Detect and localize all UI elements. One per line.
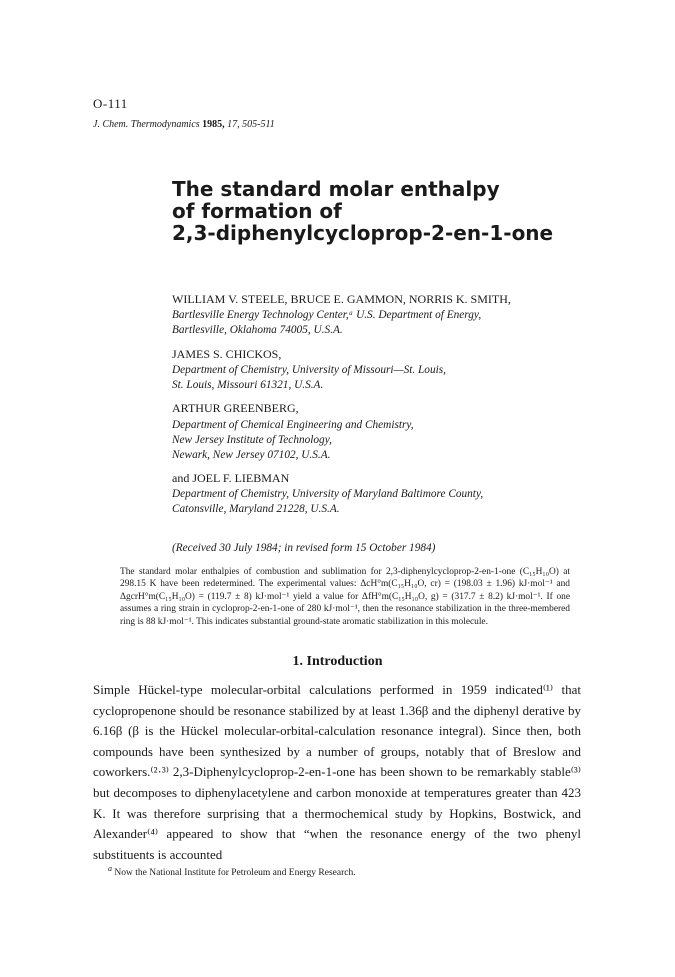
journal-volume-pages: 17, 505-511 — [227, 119, 275, 130]
title-line-3: 2,3-diphenylcycloprop-2-en-1-one — [172, 221, 554, 245]
affiliation-line: St. Louis, Missouri 61321, U.S.A. — [172, 379, 324, 391]
journal-name: J. Chem. Thermodynamics — [93, 119, 200, 130]
affiliation-line: Catonsville, Maryland 21228, U.S.A. — [172, 503, 340, 515]
footnote-marker: a — [108, 864, 112, 873]
author-affiliation — [172, 418, 414, 463]
affiliation-line: Newark, New Jersey 07102, U.S.A. — [172, 449, 331, 461]
author-affiliation — [172, 308, 481, 338]
page-identifier: O-111 — [93, 96, 128, 111]
author-names: and JOEL F. LIEBMAN — [172, 471, 290, 485]
footnote-text: Now the National Institute for Petroleum and Energy Research. — [114, 868, 356, 879]
received-date: (Received 30 July 1984; in revised form 15 October 1984) — [172, 542, 436, 554]
journal-year: 1985, — [202, 119, 225, 130]
author-names: ARTHUR GREENBERG, — [172, 401, 299, 415]
abstract: The standard molar enthalpies of combustion and sublimation for 2,3-diphenylcycloprop-2-en-1-one (C₁₅H₁₀O) at 298.15 K have been redetermined. The experimental values: ΔcH°m(C₁₅H₁₀O, cr) = (198.03 ± 1.96) kJ·mol⁻¹ and ΔgcrH°m(C₁₅H₁₀O) = (119.7 ± 8) kJ·mol⁻¹ yield a value for ΔfH°m(C₁₅H₁₀O, g) = (317.7 ± 8.2) kJ·mol⁻¹. If one assumes a ring strain in cycloprop-2-en-1-one of 280 kJ·mol⁻¹, then the resonance stabilization in the three-membered ring is 88 kJ·mol⁻¹. This indicates substantial ground-state aromatic stabilization in this molecule. — [120, 567, 570, 627]
affiliation-line: Department of Chemical Engineering and Chemistry, — [172, 419, 414, 431]
author-affiliation — [172, 363, 446, 393]
article-title — [172, 178, 592, 244]
title-line-2: of formation of — [172, 199, 342, 223]
author-affiliation — [172, 487, 483, 517]
affiliation-line: Bartlesville Energy Technology Center,ᵃ U.S. Department of Energy, — [172, 309, 482, 321]
affiliation-line: Bartlesville, Oklahoma 74005, U.S.A. — [172, 324, 343, 336]
author-names: JAMES S. CHICKOS, — [172, 347, 282, 361]
title-line-1: The standard molar enthalpy — [172, 177, 500, 201]
author-names: WILLIAM V. STEELE, BRUCE E. GAMMON, NORRIS K. SMITH, — [172, 292, 511, 306]
affiliation-line: New Jersey Institute of Technology, — [172, 434, 332, 446]
journal-citation — [93, 119, 275, 130]
affiliation-line: Department of Chemistry, University of Missouri—St. Louis, — [172, 364, 446, 376]
footnote — [108, 864, 356, 878]
affiliation-line: Department of Chemistry, University of Maryland Baltimore County, — [172, 488, 484, 500]
section-heading: 1. Introduction — [292, 654, 383, 669]
section-body: Simple Hückel-type molecular-orbital calculations performed in 1959 indicated⁽¹⁾ that cyclopropenone should be resonance stabilized by at least 1.36β and the diphenyl derative by 6.16β (β is the Hückel molecular-orbital-calculation resonance integral). Since then, both compounds have been synthesized by a number of groups, notably that of Breslow and coworkers.⁽²·³⁾ 2,3-Diphenylcycloprop-2-en-1-one has been shown to be remarkably stable⁽³⁾ but decomposes to diphenylacetylene and carbon monoxide at temperatures greater than 423 K. It was therefore surprising that a thermochemical study by Hopkins, Bostwick, and Alexander⁽⁴⁾ appeared to show that “when the resonance energy of the two phenyl substituents is accounted — [93, 682, 581, 862]
